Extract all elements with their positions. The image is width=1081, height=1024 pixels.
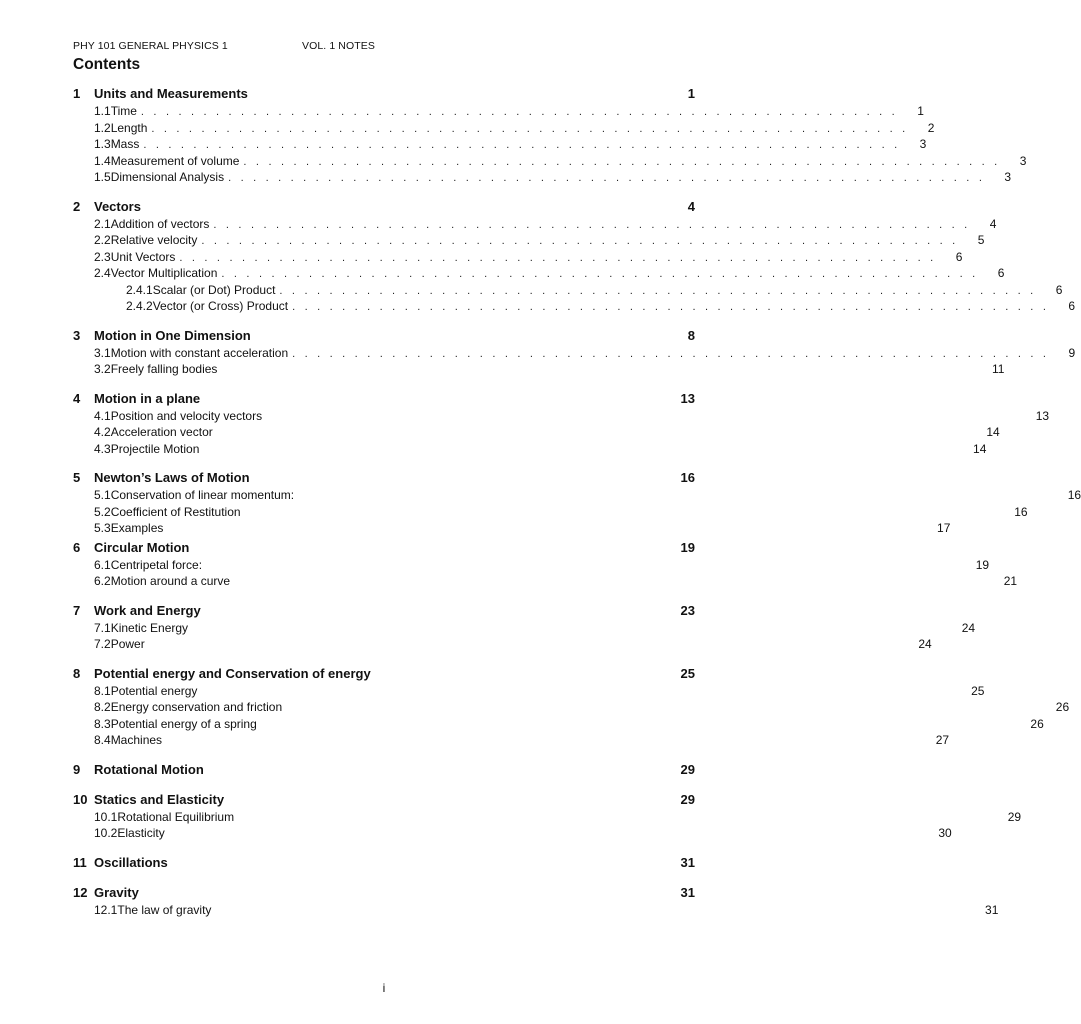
- chapter-page-number: 4: [687, 198, 695, 214]
- toc-subsection-entry[interactable]: [73, 282, 1063, 300]
- section-page-number: 1: [917, 104, 924, 118]
- toc-section-entry[interactable]: [73, 345, 1076, 363]
- toc-chapter: [73, 86, 1027, 187]
- volume-label: VOL. 1 NOTES: [302, 40, 375, 52]
- section-page-number: 21: [1003, 574, 1018, 588]
- toc-section-entry[interactable]: [73, 137, 927, 154]
- section-number: 8.1: [94, 683, 111, 698]
- toc-section-entry[interactable]: [73, 809, 1022, 827]
- toc-chapter: [73, 602, 976, 654]
- section-page-number: 3: [1019, 153, 1027, 168]
- toc-section-entry[interactable]: [73, 120, 935, 138]
- toc-section-entry[interactable]: [73, 716, 1044, 734]
- section-title: Dimensional Analysis: [110, 170, 225, 184]
- chapter-page-number: 23: [680, 602, 695, 618]
- section-number: 2.4.1: [126, 282, 153, 297]
- section-page-number: 9: [1068, 345, 1076, 360]
- chapter-title: Circular Motion: [94, 539, 190, 555]
- section-title: Projectile Motion: [110, 441, 200, 456]
- chapter-page-number: 29: [680, 791, 695, 807]
- section-title: Elasticity: [117, 826, 165, 840]
- section-page-number: 4: [989, 216, 997, 231]
- section-title: Relative velocity: [110, 233, 198, 247]
- toc-section-entry[interactable]: [73, 104, 924, 121]
- section-page-number: 17: [937, 521, 951, 535]
- section-number: 7.2: [94, 637, 111, 651]
- section-page-number: 27: [935, 733, 950, 747]
- section-page-number: 14: [986, 425, 1000, 439]
- toc-section-entry[interactable]: [73, 826, 952, 843]
- toc-section-entry[interactable]: [73, 683, 985, 701]
- section-title: Energy conservation and friction: [110, 700, 283, 714]
- toc-chapter-entry[interactable]: [73, 666, 695, 684]
- chapter-title: Newton’s Laws of Motion: [94, 470, 250, 485]
- toc-section-entry[interactable]: [73, 153, 1027, 171]
- section-number: 4.3: [94, 441, 111, 456]
- toc-section-entry[interactable]: [73, 425, 1000, 442]
- toc-section-entry[interactable]: [73, 557, 990, 575]
- chapter-page-number: 16: [680, 470, 695, 485]
- chapter-number: 10: [73, 791, 88, 807]
- section-page-number: 2: [927, 120, 935, 135]
- chapter-number: 12: [73, 884, 88, 900]
- course-title: PHY 101 GENERAL PHYSICS 1: [73, 40, 228, 52]
- toc-chapter: [73, 539, 1018, 591]
- section-page-number: 6: [997, 266, 1005, 280]
- toc-section-entry[interactable]: [73, 637, 932, 654]
- toc-chapter-entry[interactable]: [73, 762, 695, 780]
- section-number: 5.3: [94, 521, 111, 535]
- dot-leader: . . . . . . . . . . . . . . . . . . . . . . . . . . . . . . . . . . . . . . . . . . . . . . . . . . . . . . . . . . . . .: [201, 235, 959, 247]
- page-number: i: [382, 981, 386, 995]
- toc-chapter-entry[interactable]: [73, 855, 695, 873]
- chapter-title: Statics and Elasticity: [94, 791, 225, 807]
- toc-chapter-entry[interactable]: [73, 792, 695, 810]
- chapter-number: 8: [73, 665, 81, 681]
- chapter-page-number: 19: [680, 539, 695, 555]
- chapter-number: 7: [73, 602, 81, 618]
- section-page-number: 30: [938, 826, 952, 840]
- section-title: Potential energy: [110, 683, 198, 698]
- section-title: Conservation of linear momentum:: [110, 488, 295, 502]
- section-number: 1.3: [94, 137, 111, 151]
- toc-section-entry[interactable]: [73, 233, 985, 250]
- section-number: 12.1: [94, 902, 118, 917]
- section-page-number: 26: [1055, 700, 1070, 714]
- section-number: 4.1: [94, 408, 111, 423]
- chapter-title: Motion in One Dimension: [94, 327, 251, 343]
- toc-section-entry[interactable]: [73, 216, 997, 234]
- toc-chapter: [73, 791, 1022, 843]
- page-header: [73, 40, 375, 52]
- toc-section-entry[interactable]: [73, 902, 999, 920]
- section-number: 1.1: [94, 104, 111, 118]
- section-number: 2.4: [94, 266, 111, 280]
- toc-chapter: [73, 198, 1076, 316]
- chapter-title: Work and Energy: [94, 602, 201, 618]
- toc-chapter-entry[interactable]: [73, 86, 695, 104]
- chapter-title: Vectors: [94, 198, 141, 214]
- chapter-number: 9: [73, 761, 81, 777]
- chapter-page-number: 8: [687, 327, 695, 343]
- section-title: Unit Vectors: [110, 249, 176, 264]
- toc-section-entry[interactable]: [73, 362, 1005, 379]
- toc-chapter-entry[interactable]: [73, 885, 695, 903]
- section-title: Kinetic Energy: [110, 620, 189, 635]
- section-number: 1.2: [94, 120, 111, 135]
- chapter-page-number: 1: [687, 86, 695, 101]
- section-number: 6.2: [94, 574, 111, 588]
- dot-leader: . . . . . . . . . . . . . . . . . . . . . . . . . . . . . . . . . . . . . . . . . . . . . . . . . . . . . . . . . . . . .: [143, 139, 901, 151]
- section-page-number: 6: [955, 249, 963, 264]
- section-number: 3.2: [94, 362, 111, 376]
- toc-chapter: [73, 665, 1070, 750]
- toc-chapter: [73, 884, 999, 920]
- chapter-number: 3: [73, 327, 81, 343]
- section-page-number: 25: [971, 683, 985, 698]
- chapter-number: 11: [73, 854, 87, 870]
- section-title: Mass: [110, 137, 140, 151]
- toc-chapter: [73, 327, 1076, 379]
- toc-section-entry[interactable]: [73, 408, 1050, 426]
- section-page-number: 3: [1004, 170, 1012, 184]
- toc-chapter-entry[interactable]: [73, 328, 695, 346]
- section-title: Coefficient of Restitution: [110, 504, 241, 519]
- section-title: Acceleration vector: [110, 425, 213, 439]
- section-title: Motion around a curve: [110, 574, 231, 588]
- section-page-number: 3: [919, 137, 927, 151]
- section-page-number: 26: [1030, 716, 1044, 731]
- toc-chapter: [73, 390, 1050, 459]
- section-number: 4.2: [94, 425, 111, 439]
- section-page-number: 6: [1068, 299, 1076, 313]
- toc-section-entry[interactable]: [73, 504, 1028, 522]
- section-page-number: 13: [1035, 408, 1050, 423]
- toc-section-entry[interactable]: [73, 170, 1012, 187]
- section-page-number: 16: [1014, 504, 1028, 519]
- section-page-number: 31: [985, 902, 999, 917]
- section-title: Rotational Equilibrium: [117, 809, 235, 824]
- section-page-number: 5: [977, 233, 985, 247]
- dot-leader: . . . . . . . . . . . . . . . . . . . . . . . . . . . . . . . . . . . . . . . . . . . . . . . . . . . . . . . . . . . . .: [228, 172, 986, 184]
- chapter-title: Rotational Motion: [94, 761, 204, 777]
- section-title: Potential energy of a spring: [110, 716, 257, 731]
- chapter-title: Oscillations: [94, 854, 168, 870]
- toc-section-entry[interactable]: [73, 441, 987, 459]
- chapter-number: 4: [73, 390, 81, 406]
- section-title: Freely falling bodies: [110, 362, 218, 376]
- section-number: 7.1: [94, 620, 111, 635]
- section-page-number: 14: [973, 441, 987, 456]
- dot-leader: . . . . . . . . . . . . . . . . . . . . . . . . . . . . . . . . . . . . . . . . . . . . . . . . . . . . . . . . . . . . .: [221, 268, 979, 280]
- toc-chapter: [73, 855, 695, 873]
- section-page-number: 11: [991, 362, 1005, 376]
- section-page-number: 24: [961, 620, 976, 635]
- dot-leader: . . . . . . . . . . . . . . . . . . . . . . . . . . . . . . . . . . . . . . . . . . . . . . . . . . . . . . . . . . . . .: [151, 122, 909, 135]
- section-number: 6.1: [94, 557, 111, 572]
- section-number: 5.1: [94, 488, 111, 502]
- section-title: Examples: [110, 521, 164, 535]
- toc-chapter-entry[interactable]: [73, 540, 695, 558]
- toc-chapter-entry[interactable]: [73, 603, 695, 621]
- section-number: 2.1: [94, 216, 111, 231]
- toc-chapter-entry[interactable]: [73, 391, 695, 409]
- toc-section-entry[interactable]: [73, 266, 1005, 283]
- toc-chapter: [73, 762, 695, 780]
- chapter-number: 5: [73, 470, 81, 485]
- section-title: Measurement of volume: [110, 153, 240, 168]
- section-title: The law of gravity: [117, 902, 212, 917]
- section-number: 10.1: [94, 809, 118, 824]
- section-number: 8.4: [94, 733, 111, 747]
- toc-chapter-entry[interactable]: [73, 470, 695, 488]
- section-number: 10.2: [94, 826, 118, 840]
- toc-subsection-entry[interactable]: [73, 299, 1076, 316]
- section-title: Length: [110, 120, 148, 135]
- section-title: Vector (or Cross) Product: [152, 299, 289, 313]
- dot-leader: . . . . . . . . . . . . . . . . . . . . . . . . . . . . . . . . . . . . . . . . . . . . . . . . . . . . . . . . . . . . .: [279, 284, 1037, 297]
- section-title: Scalar (or Dot) Product: [152, 282, 276, 297]
- chapter-title: Potential energy and Conservation of energy: [94, 665, 371, 681]
- table-of-contents: [73, 86, 1081, 931]
- toc-section-entry[interactable]: [73, 733, 950, 750]
- dot-leader: . . . . . . . . . . . . . . . . . . . . . . . . . . . . . . . . . . . . . . . . . . . . . . . . . . . . . . . . . . . . .: [179, 251, 937, 264]
- chapter-title: Gravity: [94, 884, 139, 900]
- toc-section-entry[interactable]: [73, 620, 976, 638]
- toc-section-entry[interactable]: [73, 488, 1081, 505]
- toc-section-entry[interactable]: [73, 249, 963, 267]
- section-page-number: 19: [975, 557, 990, 572]
- toc-section-entry[interactable]: [73, 574, 1018, 591]
- section-page-number: 6: [1055, 282, 1063, 297]
- section-number: 8.2: [94, 700, 111, 714]
- toc-section-entry[interactable]: [73, 521, 951, 538]
- chapter-number: 6: [73, 539, 81, 555]
- chapter-page-number: 13: [680, 390, 695, 406]
- toc-chapter-entry[interactable]: [73, 199, 695, 217]
- section-number: 2.3: [94, 249, 111, 264]
- section-title: Vector Multiplication: [110, 266, 218, 280]
- chapter-title: Motion in a plane: [94, 390, 201, 406]
- section-number: 2.2: [94, 233, 111, 247]
- section-title: Power: [110, 637, 145, 651]
- chapter-page-number: 31: [680, 854, 695, 870]
- section-number: 5.2: [94, 504, 111, 519]
- toc-chapter: [73, 470, 1081, 538]
- chapter-page-number: 31: [680, 884, 695, 900]
- chapter-number: 2: [73, 198, 81, 214]
- section-title: Centripetal force:: [110, 557, 203, 572]
- chapter-page-number: 29: [680, 761, 695, 777]
- dot-leader: . . . . . . . . . . . . . . . . . . . . . . . . . . . . . . . . . . . . . . . . . . . . . . . . . . . . . . . . . . . . .: [140, 106, 898, 118]
- section-page-number: 16: [1067, 488, 1081, 502]
- dot-leader: . . . . . . . . . . . . . . . . . . . . . . . . . . . . . . . . . . . . . . . . . . . . . . . . . . . . . . . . . . . . .: [292, 347, 1050, 360]
- dot-leader: . . . . . . . . . . . . . . . . . . . . . . . . . . . . . . . . . . . . . . . . . . . . . . . . . . . . . . . . . . . . .: [243, 155, 1001, 168]
- section-page-number: 24: [918, 637, 932, 651]
- section-title: Motion with constant acceleration: [110, 345, 289, 360]
- toc-section-entry[interactable]: [73, 700, 1070, 717]
- section-number: 2.4.2: [126, 299, 153, 313]
- section-page-number: 29: [1007, 809, 1022, 824]
- dot-leader: . . . . . . . . . . . . . . . . . . . . . . . . . . . . . . . . . . . . . . . . . . . . . . . . . . . . . . . . . . . . .: [292, 301, 1050, 313]
- contents-title: Contents: [73, 56, 141, 73]
- section-title: Time: [110, 104, 137, 118]
- chapter-page-number: 25: [680, 665, 695, 681]
- chapter-title: Units and Measurements: [94, 86, 248, 101]
- section-number: 1.5: [94, 170, 111, 184]
- section-title: Addition of vectors: [110, 216, 210, 231]
- section-title: Position and velocity vectors: [110, 408, 263, 423]
- chapter-number: 1: [73, 86, 81, 101]
- section-number: 3.1: [94, 345, 111, 360]
- dot-leader: . . . . . . . . . . . . . . . . . . . . . . . . . . . . . . . . . . . . . . . . . . . . . . . . . . . . . . . . . . . . .: [213, 218, 971, 231]
- section-number: 8.3: [94, 716, 111, 731]
- section-title: Machines: [110, 733, 163, 747]
- section-number: 1.4: [94, 153, 111, 168]
